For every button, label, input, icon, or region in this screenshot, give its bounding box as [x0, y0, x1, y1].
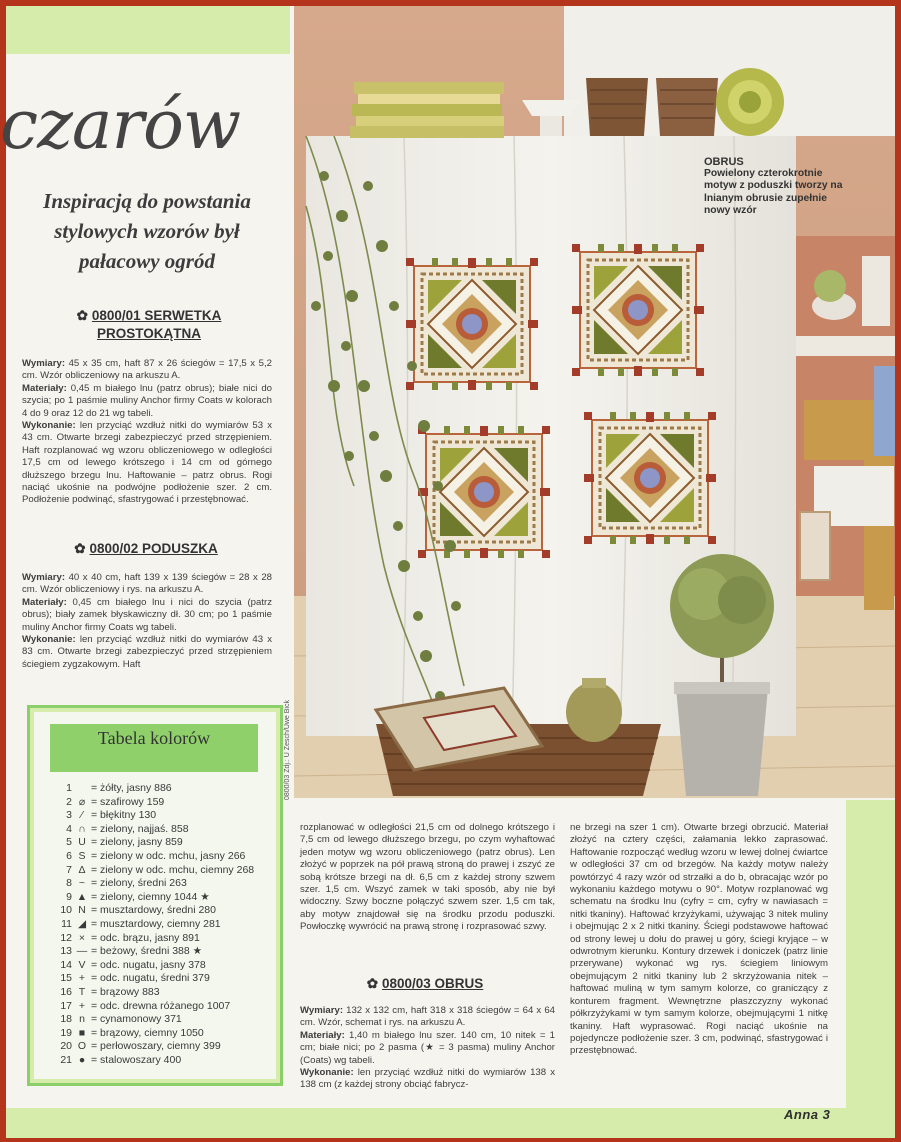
color-number: 6 [66, 849, 72, 862]
color-description: = szafirowy 159 [91, 795, 165, 808]
stitch-symbol-icon: ∩ [78, 822, 86, 835]
color-table-row [54, 945, 274, 959]
subtitle-line: Inspiracją do powstania [43, 189, 251, 213]
stitch-symbol-icon: N [78, 904, 86, 917]
color-table-row [54, 891, 274, 905]
section-heading-serwetka: ✿ 0800/01 SERWETKA PROSTOKĄTNA [76, 308, 222, 341]
photo-illustration [294, 6, 895, 798]
subtitle [18, 186, 276, 276]
color-table-row [54, 877, 274, 891]
color-number: 5 [66, 836, 72, 849]
color-description: = musztardowy, ciemny 281 [91, 917, 221, 930]
color-number: 4 [66, 822, 72, 835]
color-description: = brązowy 883 [91, 985, 160, 998]
color-table-row [54, 836, 274, 850]
color-description: = zielony, najjaś. 858 [91, 822, 189, 835]
color-table-row [54, 972, 274, 986]
stitch-symbol-icon: ⌀ [78, 795, 86, 808]
page-title: czarów [0, 86, 241, 165]
section-text-obrus: Wymiary: 132 x 132 cm, haft 318 x 318 ściegów = 64 x 64 cm. Wzór, schemat i rys. na arkuszu A. Materiały: 1,40 m białego lnu szer. 140 cm, 10 nitek = 1 cm; białe nici; po 2 pasma (★ = 3 pasma) muliny Anchor (Coats) wg tabeli. Wykonanie: len przyciąć wzdłuż nitki do wymiarów 138 x 138 cm (z każdej strony obciąć fabrycz- [300, 1005, 555, 1091]
color-table-row [54, 959, 274, 973]
right-green-band [846, 800, 895, 1108]
color-table [27, 705, 283, 1086]
color-number: 9 [66, 890, 72, 903]
flower-icon: ✿ [76, 308, 88, 323]
color-description: = stalowoszary 400 [91, 1053, 182, 1066]
color-number: 12 [60, 931, 72, 944]
stitch-symbol-icon: × [78, 931, 86, 944]
section-heading-poduszka: ✿ 0800/02 PODUSZKA [74, 541, 218, 556]
footer-brand: Anna 3 [784, 1107, 831, 1122]
color-description: = odc. nugatu, jasny 378 [91, 958, 206, 971]
color-number: 19 [60, 1026, 72, 1039]
subtitle-line: pałacowy ogród [79, 249, 215, 273]
color-table-row [54, 850, 274, 864]
color-table-row [54, 782, 274, 796]
photo-credit: 0800/03 Zdj.: U Zesch/Uwe Bick [284, 700, 291, 800]
color-description: = żółty, jasny 886 [91, 782, 172, 794]
color-description: = zielony, średni 263 [91, 877, 187, 890]
stitch-symbol-icon: V [78, 958, 86, 971]
color-table-row [54, 1054, 274, 1068]
stitch-symbol-icon: O [77, 1040, 87, 1053]
color-description: = zielony, ciemny 1044 ★ [91, 890, 210, 903]
color-table-row [54, 1040, 274, 1054]
stitch-symbol-icon: U [78, 836, 86, 849]
color-description: = zielony, jasny 859 [91, 836, 183, 849]
stitch-symbol-icon: ■ [78, 1026, 86, 1039]
color-number: 10 [60, 904, 72, 917]
color-table-title: Tabela kolorów [50, 724, 258, 772]
color-description: = brązowy, ciemny 1050 [91, 1026, 204, 1039]
color-number: 2 [66, 795, 72, 808]
stitch-symbol-icon: T [78, 985, 86, 998]
section-heading-obrus: ✿ 0800/03 OBRUS [366, 976, 484, 991]
color-table-row [54, 1000, 274, 1014]
color-number: 20 [60, 1040, 72, 1053]
top-green-band [6, 6, 290, 54]
color-number: 1 [66, 782, 72, 794]
color-description: = odc. nugatu, średni 379 [91, 972, 210, 985]
stitch-symbol-icon: ~ [78, 877, 86, 890]
column-right-text: ne brzegi na szer 1 cm). Otwarte brzegi obrzucić. Materiał złożyć na cztery części, załamania lekko zaprasować. Haftowanie rozpocząć według wzoru w lewej dolnej ćwiartce w odległości 37 cm od brzegów. Na każdy motyw należy powtórzyć 4 razy wzór od strzałki a do b, obracając wzór po wykonaniu każdego motywu o 90°. Motyw rozplanować wg schematu na środku lnu (cyfry = cm, cyfry w nawiasach = nitki tkaniny). Haftować krzyżykami, używając 3 nitek muliny i obejmując 2 x 2 nitki tkaniny. Ściegi podstawowe haftować od strony lewej u dołu do prawej u góry, ściegi kryjące – w odwrotnym kierunku. Kontury drzewek i doniczek (patrz linie przerywane) wykonać wg rys. ściegiem liniowym obejmującym 2 nitki tkaniny lub 2 skrzyżowania nitek – haftować muliną w tym samym kolorze, co graniczący z konturem fragment. Wewnętrzne płaszczyzny wykonać półkrzyżykami w tym samym kolorze, obejmującymi 1 nitkę tkaniny. Haft wyprasować. Rogi naciąć ukośnie na pojedyncze podłożenie szer. 3 cm, podwinąć, sfastrygować i przestębnować. [570, 822, 828, 1057]
stitch-symbol-icon: n [79, 1013, 85, 1026]
color-description: = cynamonowy 371 [91, 1013, 182, 1026]
color-description: = musztardowy, średni 280 [91, 904, 216, 917]
color-description: = perłowoszary, ciemny 399 [91, 1040, 221, 1053]
color-number: 11 [61, 917, 72, 930]
color-description: = odc. drewna różanego 1007 [91, 999, 231, 1012]
color-table-row [54, 864, 274, 878]
bottom-green-band [6, 1108, 895, 1138]
stitch-symbol-icon: ⁄ [81, 809, 83, 822]
color-number: 16 [60, 985, 72, 998]
color-number: 14 [60, 958, 72, 971]
color-number: 17 [60, 999, 72, 1012]
stitch-symbol-icon: S [78, 849, 86, 862]
color-number: 15 [60, 972, 72, 985]
color-description: = zielony w odc. mchu, ciemny 268 [91, 863, 255, 876]
flower-icon: ✿ [74, 541, 86, 556]
color-number: 3 [66, 809, 72, 822]
section-text-poduszka: Wymiary: 40 x 40 cm, haft 139 x 139 ściegów = 28 x 28 cm. Wzór obliczeniowy i rys. na arkuszu A. Materiały: 0,45 cm białego lnu i nici do szycia (patrz obrus); biały zamek błyskawiczny dł. 30 cm; po 1 paśmie muliny Anchor firmy Coats wg tabeli. Wykonanie: len przyciąć wzdłuż nitki do wymiarów 43 x 83 cm. Otwarte brzegi zabezpieczyć przed strzępieniem ściegiem zygzakowym. Haft [22, 572, 272, 670]
color-number: 18 [60, 1013, 72, 1026]
color-table-list [54, 782, 274, 1067]
column-middle-text: rozplanować w odległości 21,5 cm od dolnego krótszego i 7,5 cm od lewego dłuższego brzegu, po czym wyhaftować jeden motyw wg wzoru obliczeniowego (patrz obrus). Len złożyć w poprzek na pół prawą stroną do prawej i zszyć ze sobą krótsze brzegi na dł. 6,5 cm z każdej strony szwem szer. 1,5 cm. Wszyć zamek w taki sposób, aby nie był widoczny. Szwy boczne połączyć szwem szer. 1,5 cm tak, aby motyw znajdował się na środku przodu poduszki. Powłoczkę wywrócić na prawą stronę i rozprasować szwy. [300, 822, 555, 933]
color-table-row [54, 796, 274, 810]
color-table-row [54, 823, 274, 837]
subtitle-line: stylowych wzorów był [54, 219, 240, 243]
color-description: = beżowy, średni 388 ★ [91, 945, 203, 958]
stitch-symbol-icon: — [76, 945, 88, 958]
color-table-row [54, 809, 274, 823]
photo-caption-text: Powielony czterokrotnie motyw z poduszki tworzy na lnianym obrusie zupełnie nowy wzór [704, 168, 843, 216]
color-table-row [54, 1027, 274, 1041]
photo-caption [704, 156, 854, 217]
room-photo [294, 6, 895, 798]
photo-caption-title: OBRUS [704, 156, 744, 168]
color-table-row [54, 1013, 274, 1027]
color-number: 13 [60, 945, 72, 958]
stitch-symbol-icon: + [78, 972, 86, 985]
color-number: 21 [60, 1053, 72, 1066]
color-description: = zielony w odc. mchu, jasny 266 [91, 849, 246, 862]
stitch-symbol-icon: ▲ [76, 890, 88, 903]
stitch-symbol-icon: ◢ [77, 917, 87, 930]
flower-icon: ✿ [366, 976, 378, 991]
color-number: 8 [66, 877, 72, 890]
stitch-symbol-icon: + [78, 999, 86, 1012]
stitch-symbol-icon: ● [78, 1053, 86, 1066]
color-number: 7 [66, 863, 72, 876]
color-description: = błękitny 130 [91, 809, 157, 822]
section-text-serwetka: Wymiary: 45 x 35 cm, haft 87 x 26 ściegów = 17,5 x 5,2 cm. Wzór obliczeniowy na arkuszu A. Materiały: 0,45 m białego lnu (patrz obrus); białe nici do szycia; po 1 paśmie muliny Anchor firmy Coats w kolorach 4 do 9 oraz 12 do 21 wg tabeli. Wykonanie: len przyciąć wzdłuż nitki do wymiarów 53 x 43 cm. Otwarte brzegi zabezpieczyć przed strzępieniem. Haft rozplanować wg wzoru obliczeniowego w odległości 17,5 cm od lewego krótszego i 14 cm od górnego dłuższego brzegu lnu. Haftowanie – patrz obrus. Rogi naciąć ukośnie na podwójne podłożenie szer. 2 cm. Podłożenie podwinąć, sfastrygować i przestębnować. [22, 358, 272, 506]
color-table-row [54, 904, 274, 918]
color-table-row [54, 986, 274, 1000]
stitch-symbol-icon: Δ [78, 863, 86, 876]
color-table-row [54, 932, 274, 946]
color-table-row [54, 918, 274, 932]
color-description: = odc. brązu, jasny 891 [91, 931, 200, 944]
